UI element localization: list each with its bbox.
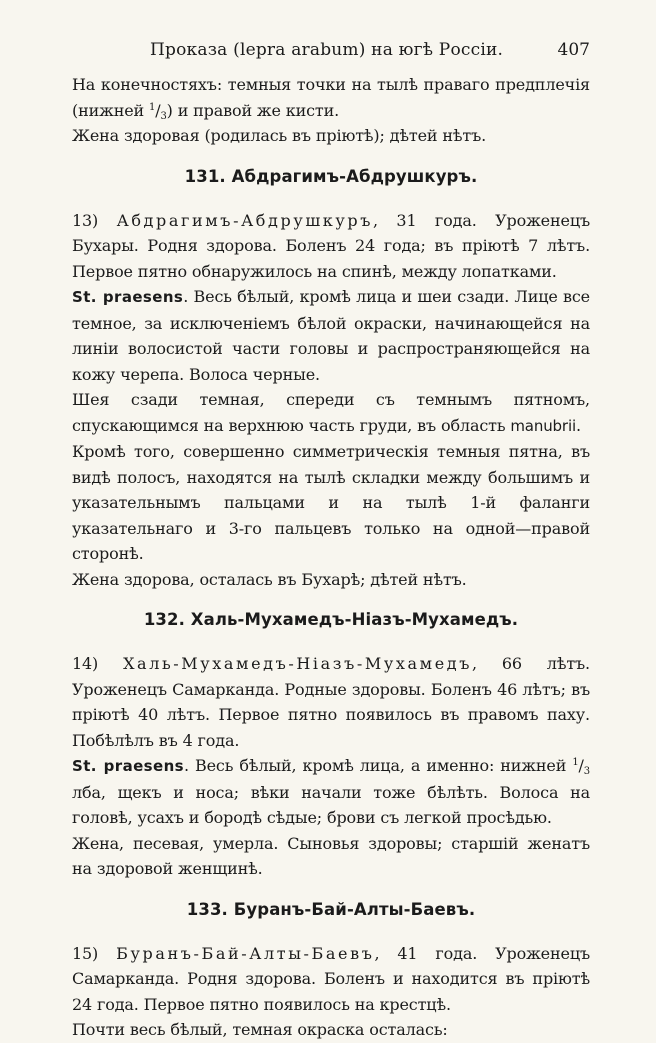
paragraph xyxy=(72,651,590,753)
text: ) и правой же кисти. xyxy=(166,100,340,120)
latin-term: manubrii xyxy=(510,416,576,435)
text: , 41 года. Уроженецъ Самарканда. Родня здорова. Боленъ и находится въ пріютѣ 24 года. Первое пятно появилось на крестцѣ. xyxy=(72,943,590,1014)
paragraph xyxy=(72,387,590,439)
latin-term: St. praesens xyxy=(72,757,184,775)
paragraph xyxy=(72,831,590,882)
text: Кромѣ того, совершенно симметрическія темныя пятна, въ видѣ полосъ, находятся на тылѣ складки между большимъ и указательнымъ пальцами и на тылѣ 1-й фаланги указательнаго и 3-го пальцевъ только на одной—правой сторонѣ. xyxy=(72,442,590,563)
case-number: 13) xyxy=(72,210,117,230)
paragraph xyxy=(72,567,590,593)
text: Жена, песевая, умерла. Сыновья здоровы; старшій женатъ на здоровой женщинѣ. xyxy=(72,833,590,878)
fraction-numerator: 1 xyxy=(572,757,579,768)
page-number: 407 xyxy=(557,40,590,60)
text: . Весь бѣлый, кромѣ лица, а именно: нижней xyxy=(183,756,573,775)
paragraph xyxy=(72,284,590,387)
paragraph xyxy=(72,1017,590,1043)
paragraph xyxy=(72,941,590,1018)
running-title: Проказа (lepra arabum) на югѣ Россіи. xyxy=(150,40,504,60)
section-heading: 131. Абдрагимъ-Абдрушкуръ. xyxy=(184,166,478,186)
text: На конечностяхъ: темныя точки на тылѣ праваго предплечія (нижней xyxy=(72,75,590,120)
patient-name: Абдрагимъ-Абдрушкуръ xyxy=(116,210,374,230)
text: лба, щекъ и носа; вѣки начали тоже бѣлѣть. Волоса на головѣ, усахъ и бородѣ сѣдые; брови съ легкой просѣдью. xyxy=(72,782,590,827)
fraction-denominator: 3 xyxy=(583,766,590,777)
fraction: $^1/_3$ xyxy=(572,756,590,777)
text: Шея сзади темная, спереди съ темнымъ пятномъ, спускающимся на верхнюю часть груди, въ область xyxy=(72,390,590,435)
patient-name: Халь-Мухамедъ-Ніазъ-Мухамедъ xyxy=(123,654,473,673)
section-heading: 133. Буранъ-Бай-Алты-Баевъ. xyxy=(186,899,476,919)
paragraph xyxy=(72,439,590,567)
fraction-numerator: 1 xyxy=(148,101,156,113)
paragraph xyxy=(72,208,590,285)
text: , 66 лѣтъ. Уроженецъ Самарканда. Родные здоровы. Боленъ 46 лѣтъ; въ пріютѣ 40 лѣтъ. Первое пятно появилось въ правомъ паху. Побѣлѣлъ въ 4 года. xyxy=(72,654,590,750)
paragraph xyxy=(72,72,590,123)
text: Жена здорова, осталась въ Бухарѣ; дѣтей нѣтъ. xyxy=(72,569,467,589)
patient-name: Буранъ-Бай-Алты-Баевъ xyxy=(116,943,375,963)
paragraph xyxy=(72,753,590,831)
text: Жена здоровая (родилась въ пріютѣ); дѣтей нѣтъ. xyxy=(72,126,487,145)
text: , 31 года. Уроженецъ Бухары. Родня здорова. Боленъ 24 года; въ пріютѣ 7 лѣтъ. Первое пятно обнаружилось на спинѣ, между лопатками. xyxy=(72,210,590,281)
section-heading: 132. Халь-Мухамедъ-Ніазъ-Мухамедъ. xyxy=(143,610,519,629)
text: . Весь бѣлый, кромѣ лица и шеи сзади. Лице все темное, за исключеніемъ бѣлой окраски, начинающейся на линіи волосистой части головы и распространяющейся на кожу черепа. Волоса черные. xyxy=(72,287,591,384)
case-number: 15) xyxy=(72,943,117,963)
latin-term: St. praesens xyxy=(72,288,184,306)
case-number: 14) xyxy=(72,654,124,673)
paragraph xyxy=(72,123,590,149)
fraction: $^1/_3$ xyxy=(148,100,167,122)
running-header xyxy=(72,30,590,60)
text: . xyxy=(576,415,581,435)
fraction-denominator: 3 xyxy=(160,110,167,122)
text: Почти весь бѣлый, темная окраска осталась: xyxy=(72,1020,448,1039)
